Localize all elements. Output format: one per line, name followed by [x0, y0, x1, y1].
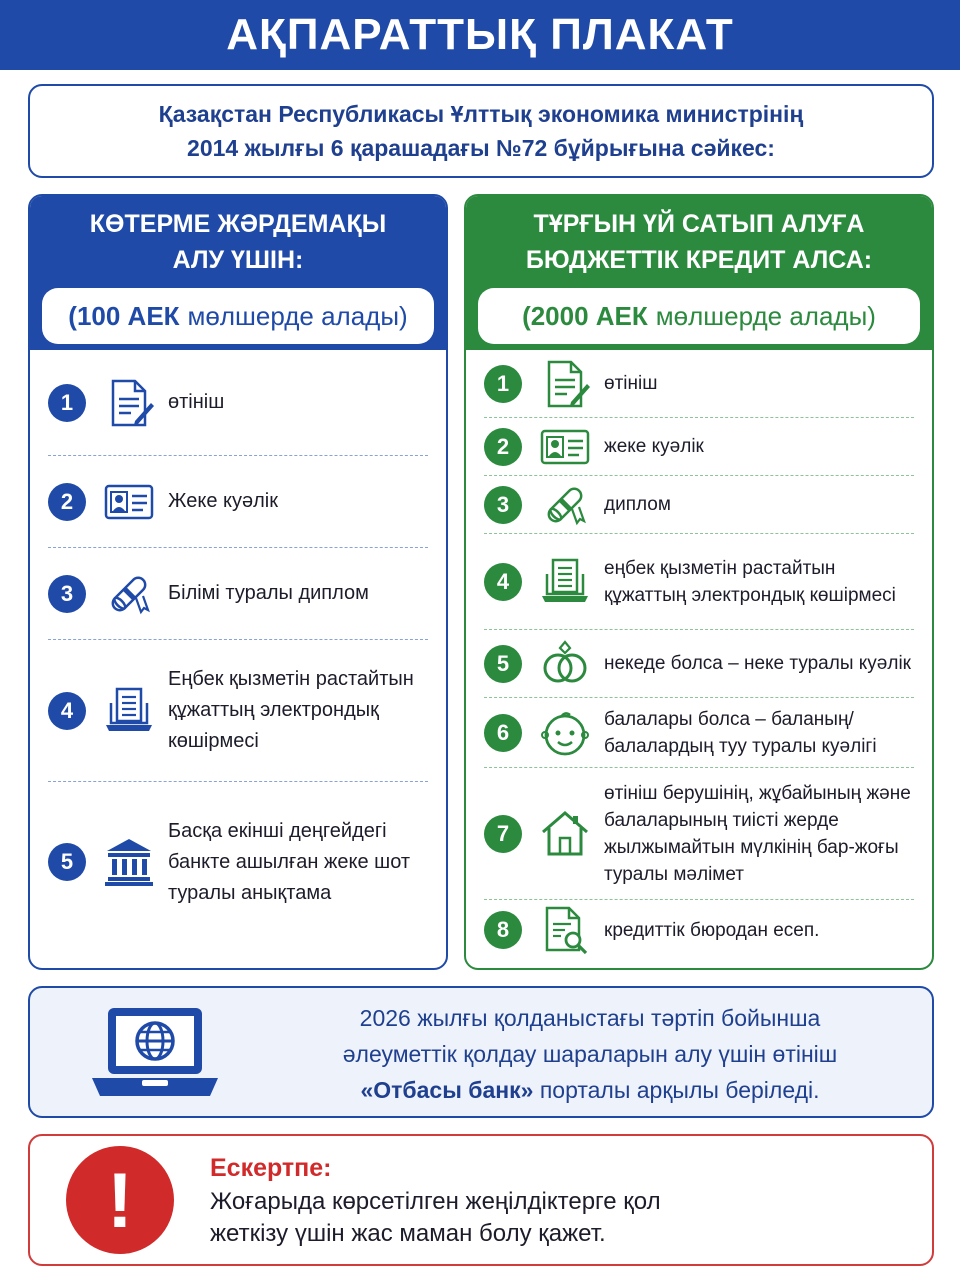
item-number-badge: 5: [48, 843, 86, 881]
list-item: [484, 630, 914, 698]
left-amount: (100 АЕК: [68, 300, 180, 331]
list-item: [484, 534, 914, 630]
diploma-icon: [536, 478, 594, 532]
right-amount: (2000 АЕК: [522, 300, 648, 331]
item-text: еңбек қызметін растайтын құжаттың электрондық көшірмесі: [604, 557, 896, 606]
item-text: өтініш: [168, 391, 225, 413]
laptop-document-icon: [536, 555, 594, 609]
left-column: [28, 194, 448, 970]
list-item: [48, 548, 428, 640]
portal-line-3-rest: порталы арқылы беріледі.: [539, 1077, 820, 1103]
left-column-title: [30, 196, 446, 278]
item-text: Басқа екінші деңгейдегі банкте ашылған жеке шот туралы анықтама: [168, 819, 411, 904]
id-card-icon: [536, 420, 594, 474]
item-number-badge: 4: [484, 563, 522, 601]
item-text: Білімі туралы диплом: [168, 582, 369, 604]
intro-box: [28, 84, 934, 178]
item-number-badge: 7: [484, 815, 522, 853]
right-amount-pill: [478, 288, 920, 344]
poster-header: [0, 0, 960, 70]
item-text: балалары болса – баланың/ балалардың туу туралы куәлігі: [604, 708, 877, 757]
right-column: [464, 194, 934, 970]
note-line-1: Жоғарыда көрсетілген жеңілдіктерге қол: [210, 1188, 661, 1215]
document-pen-icon: [536, 357, 594, 411]
item-number-badge: 8: [484, 911, 522, 949]
list-item: [48, 782, 428, 942]
portal-line-1: 2026 жылғы қолданыстағы тәртіп бойынша: [359, 1005, 821, 1031]
item-number-badge: 1: [484, 365, 522, 403]
item-number-badge: 5: [484, 645, 522, 683]
left-title-line-1: КӨТЕРМЕ ЖӘРДЕМАҚЫ: [89, 210, 387, 238]
right-column-header: [466, 196, 932, 350]
right-item-list: [466, 350, 932, 960]
document-pen-icon: [100, 376, 158, 430]
right-amount-rest: мөлшерде алады): [655, 300, 876, 331]
list-item: [484, 418, 914, 476]
note-body: [210, 1186, 910, 1250]
portal-info-box: [28, 986, 934, 1118]
item-text: кредиттік бюродан есеп.: [604, 919, 820, 941]
item-text: өтініш берушінің, жұбайының және балаларының тиісті жерде жылжымайтын мүлкінің бар-жоғы туралы мәлімет: [604, 782, 911, 885]
left-column-header: [30, 196, 446, 350]
poster-title: АҚПАРАТТЫҚ ПЛАКАТ: [226, 10, 734, 59]
document-search-icon: [536, 903, 594, 957]
right-title-line-1: ТҰРҒЫН ҮЙ САТЫП АЛУҒА: [533, 210, 865, 238]
list-item: [48, 350, 428, 456]
portal-line-2: әлеуметтік қолдау шараларын алу үшін өтініш: [342, 1041, 838, 1067]
list-item: [484, 768, 914, 900]
portal-name: «Отбасы банк»: [360, 1077, 534, 1103]
left-amount-rest: мөлшерде алады): [187, 300, 408, 331]
diploma-icon: [100, 567, 158, 621]
item-number-badge: 6: [484, 714, 522, 752]
list-item: [484, 698, 914, 768]
house-icon: [536, 807, 594, 861]
right-title-line-2: БЮДЖЕТТІК КРЕДИТ АЛСА:: [525, 246, 873, 274]
note-line-2: жеткізу үшін жас маман болу қажет.: [210, 1220, 606, 1247]
left-title-line-2: АЛУ ҮШІН:: [172, 246, 304, 274]
list-item: [484, 350, 914, 418]
item-number-badge: 2: [48, 483, 86, 521]
list-item: [484, 900, 914, 960]
right-column-title: [466, 196, 932, 278]
exclamation-icon: !: [66, 1146, 174, 1254]
item-text: Еңбек қызметін растайтын құжаттың электрондық көшірмесі: [168, 668, 414, 752]
item-number-badge: 3: [484, 486, 522, 524]
item-number-badge: 2: [484, 428, 522, 466]
list-item: [48, 640, 428, 782]
list-item: [48, 456, 428, 548]
list-item: [484, 476, 914, 534]
item-number-badge: 3: [48, 575, 86, 613]
item-text: диплом: [604, 494, 671, 515]
bank-icon: [100, 835, 158, 889]
intro-line-2: 2014 жылғы 6 қарашадағы №72 бұйрығына сәйкес:: [187, 135, 775, 161]
baby-face-icon: [536, 706, 594, 760]
intro-line-1: Қазақстан Республикасы Ұлттық экономика министрінің: [158, 101, 804, 127]
item-number-badge: 1: [48, 384, 86, 422]
id-card-icon: [100, 475, 158, 529]
item-number-badge: 4: [48, 692, 86, 730]
laptop-globe-icon: [90, 1004, 220, 1104]
item-text: некеде болса – неке туралы куәлік: [604, 653, 911, 674]
item-text: жеке куәлік: [604, 436, 704, 457]
portal-text: [260, 1000, 920, 1108]
note-title: Ескертпе:: [210, 1154, 332, 1182]
left-item-list: [30, 350, 446, 942]
wedding-rings-icon: [536, 637, 594, 691]
portal-line-3: [260, 1072, 920, 1108]
item-text: Жеке куәлік: [168, 490, 278, 512]
left-amount-pill: [42, 288, 434, 344]
item-text: өтініш: [604, 373, 658, 394]
note-box: [28, 1134, 934, 1266]
laptop-document-icon: [100, 684, 158, 738]
